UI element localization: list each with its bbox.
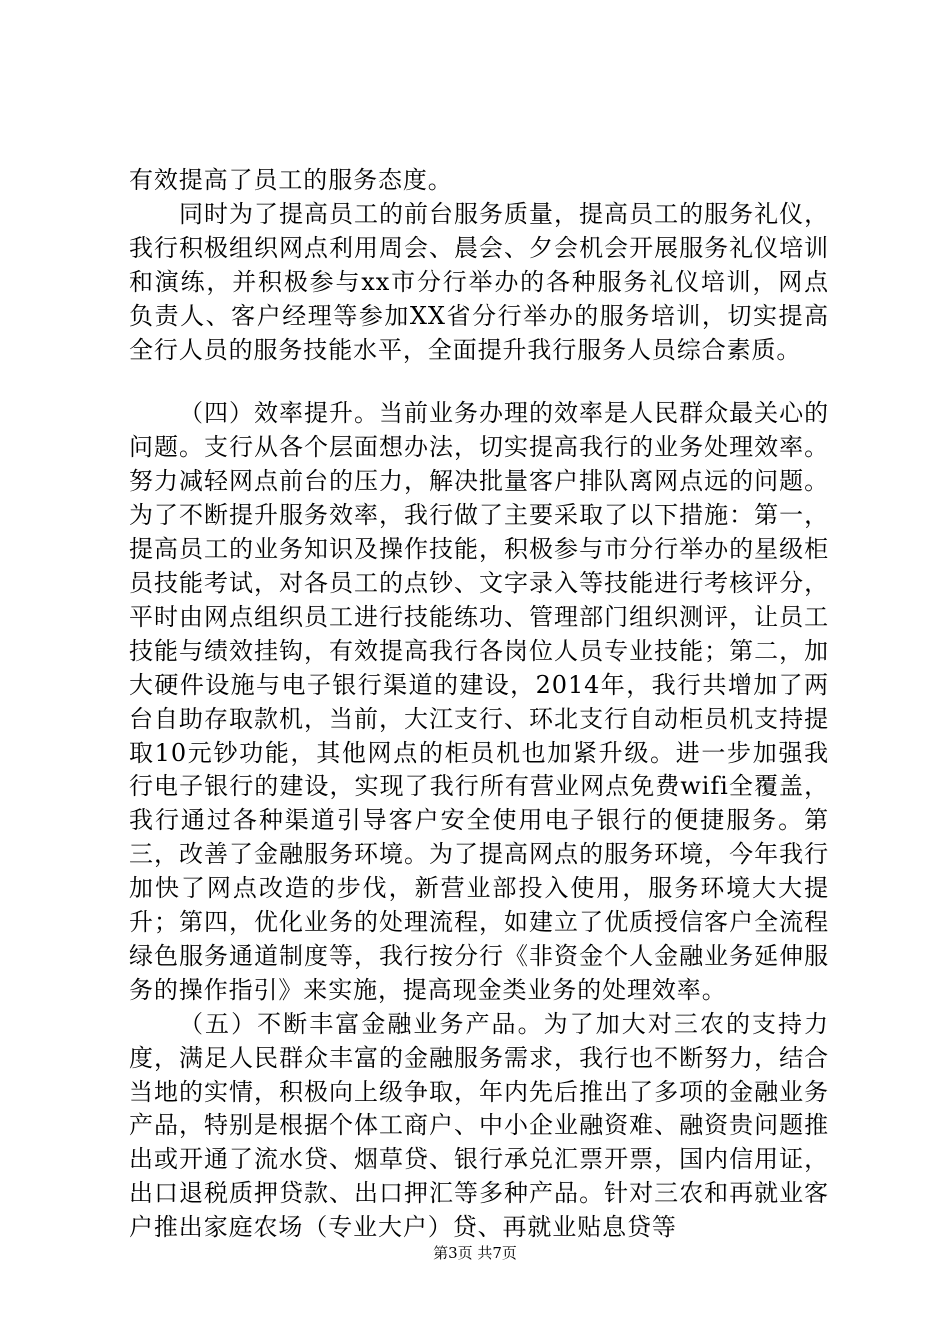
paragraph-4: （五）不断丰富金融业务产品。为了加大对三农的支持力度，满足人民群众丰富的金融服务需求，我行也不断努力，结合当地的实情，积极向上级争取，年内先后推出了多项的金融业务产品，特别是根据个体工商户、中小企业融资难、融资贵问题推出或开通了流水贷、烟草贷、银行承兑汇票开票，国内信用证，出口退税质押贷款、出口押汇等多种产品。针对三农和再就业客户推出家庭农场（专业大户）贷、再就业贴息贷等 <box>129 1009 829 1242</box>
paragraph-1: 有效提高了员工的服务态度。 <box>129 166 453 194</box>
paragraph-3: （四）效率提升。当前业务办理的效率是人民群众最关心的问题。支行从各个层面想办法，切实提高我行的业务处理效率。努力减轻网点前台的压力，解决批量客户排队离网点远的问题。为了不断提升服务效率，我行做了主要采取了以下措施：第一，提高员工的业务知识及操作技能，积极参与市分行举办的星级柜员技能考试，对各员工的点钞、文字录入等技能进行考核评分，平时由网点组织员工进行技能练功、管理部门组织测评，让员工技能与绩效挂钩，有效提高我行各岗位人员专业技能；第二，加大硬件设施与电子银行渠道的建设，2014年，我行共增加了两台自助存取款机，当前，大江支行、环北支行自动柜员机支持提取10元钞功能，其他网点的柜员机也加紧升级。进一步加强我行电子银行的建设，实现了我行所有营业网点免费wifi全覆盖，我行通过各种渠道引导客户安全使用电子银行的便捷服务。第三，改善了金融服务环境。为了提高网点的服务环境，今年我行加快了网点改造的步伐，新营业部投入使用，服务环境大大提升；第四，优化业务的处理流程，如建立了优质授信客户全流程绿色服务通道制度等，我行按分行《非资金个人金融业务延伸服务的操作指引》来实施，提高现金类业务的处理效率。 <box>129 399 829 1004</box>
paragraph-2: 同时为了提高员工的前台服务质量，提高员工的服务礼仪，我行积极组织网点利用周会、晨会、夕会机会开展服务礼仪培训和演练，并积极参与xx市分行举办的各种服务礼仪培训，网点负责人、客户经理等参加XX省分行举办的服务培训，切实提高全行人员的服务技能水平，全面提升我行服务人员综合素质。 <box>129 199 829 364</box>
document-body <box>129 164 829 1245</box>
page-number-footer: 第3页 共7页 <box>433 1244 517 1262</box>
